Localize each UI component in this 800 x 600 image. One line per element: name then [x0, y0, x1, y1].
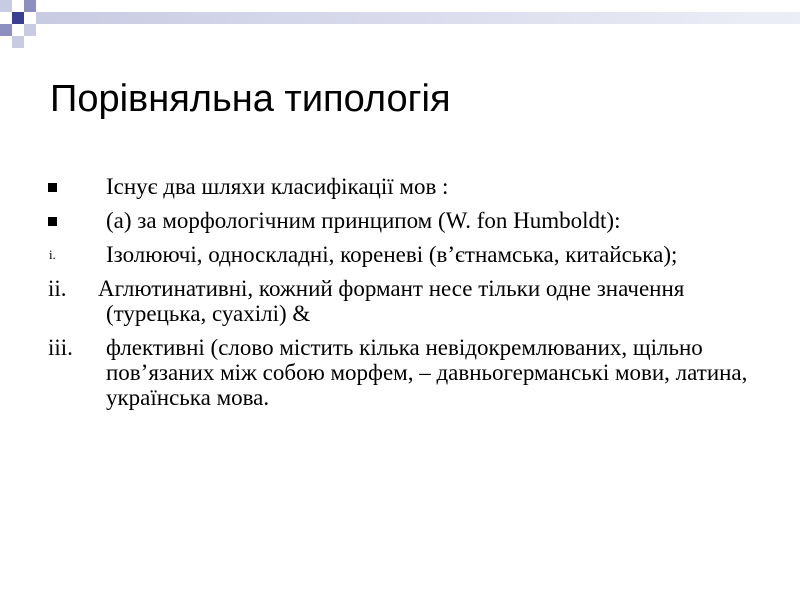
list-item-text: Аглютинативні, кожний формант несе тільки одне значення (турецька, суахілі) & [98, 276, 685, 326]
slide-content [48, 174, 768, 419]
list-item-text: (a) за морфологічним принципом (W. fon Humboldt): [106, 208, 621, 233]
list-item [48, 335, 768, 410]
header-decoration [0, 0, 800, 60]
list-marker: iii. [48, 335, 73, 360]
list-item [48, 174, 768, 199]
list-item [48, 208, 768, 233]
slide-title: Порівняльна типологія [50, 78, 451, 120]
list-marker: i. [49, 247, 56, 262]
list-item-text: флективні (слово містить кілька невідокремлюваних, щільно пов’язаних між собою морфем, – давньогерманські мови, латина, українська мова. [106, 335, 748, 410]
list-item-text: Ізолюючі, односкладні, кореневі (в’єтнамська, китайська); [106, 242, 678, 267]
list-item [48, 276, 768, 326]
list-item [48, 242, 768, 267]
checker-band-graphic [0, 0, 800, 60]
list-marker: ii. [48, 276, 67, 301]
list-item-text: Існує два шляхи класифікації мов : [106, 174, 449, 199]
